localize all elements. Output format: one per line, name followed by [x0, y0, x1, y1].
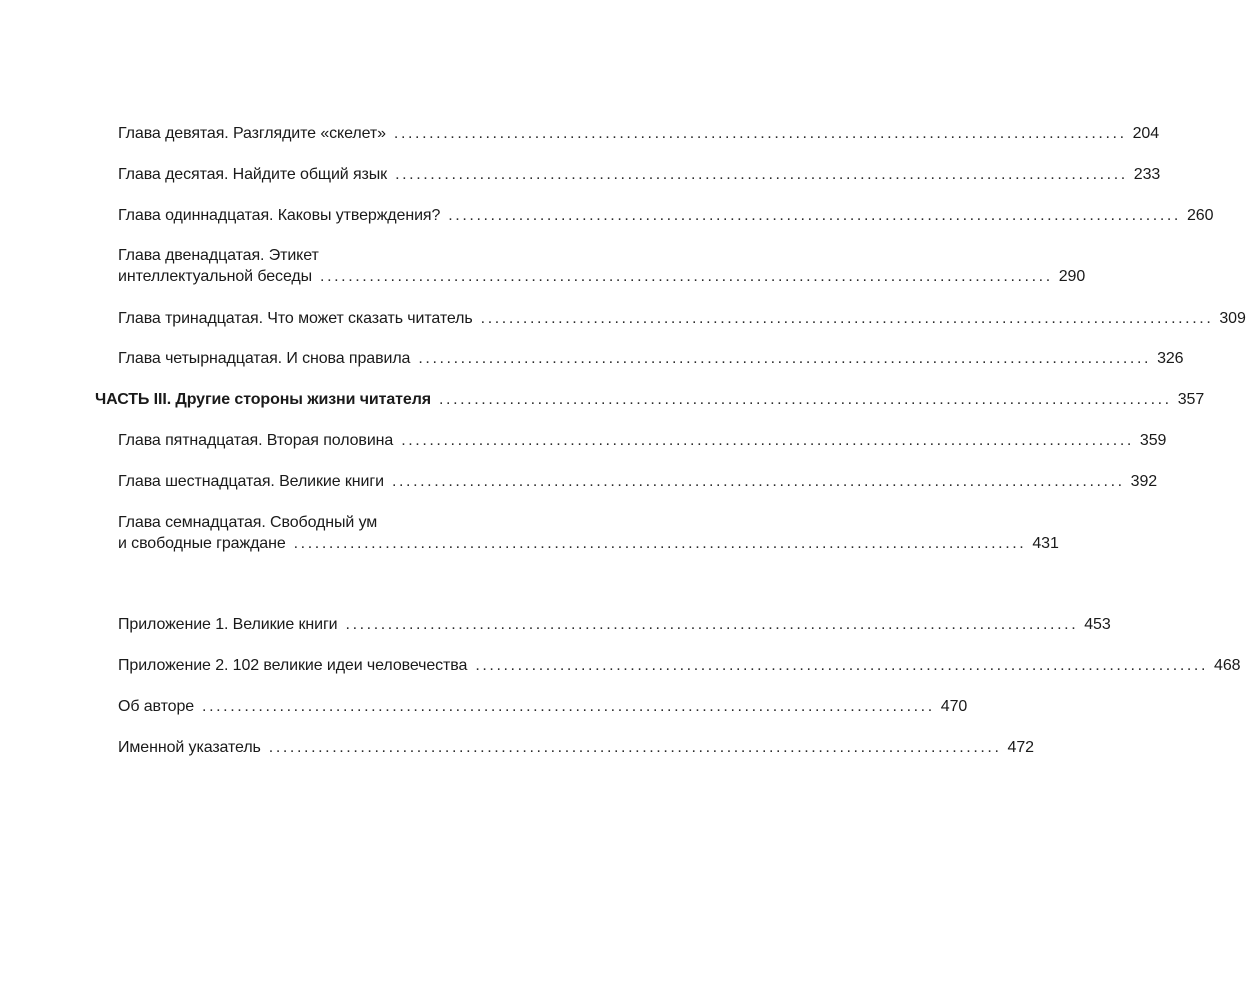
toc-entry-chapter-13: [118, 308, 1246, 329]
toc-entry-title: Глава тринадцатая. Что может сказать читатель: [118, 310, 473, 327]
toc-page-number: 233: [1133, 166, 1161, 183]
dot-leader: ........................................................................................................: [202, 698, 935, 715]
toc-entry-line: [118, 430, 1167, 451]
dot-leader: ........................................................................................................: [401, 432, 1134, 449]
toc-entry-title-first-line: Глава двенадцатая. Этикет: [118, 247, 319, 264]
toc-entry-line: [118, 164, 1161, 185]
toc-entry-title-continued: интеллектуальной беседы: [118, 268, 313, 285]
toc-entry-title-first-line: Глава семнадцатая. Свободный ум: [118, 514, 378, 531]
toc-entry-title: Глава девятая. Разглядите «скелет»: [118, 125, 386, 142]
toc-entry-chapter-12: [118, 245, 1086, 287]
toc-entry-line: [118, 737, 1034, 758]
toc-entry-about-author: [118, 696, 968, 717]
toc-page-number: 472: [1007, 739, 1034, 756]
toc-entry-line: [118, 205, 1214, 226]
dot-leader: ........................................................................................................: [293, 535, 1027, 552]
toc-entry-chapter-14: [118, 348, 1184, 369]
toc-entry-line: [118, 123, 1160, 144]
toc-entry-chapter-10: [118, 164, 1161, 185]
toc-entry-chapter-9: [118, 123, 1160, 144]
toc-entry-chapter-17: [118, 512, 1059, 554]
toc-page-number: 359: [1139, 432, 1167, 449]
dot-leader: ........................................................................................................: [418, 350, 1152, 367]
toc-entry-title: Именной указатель: [118, 739, 261, 756]
toc-entry-title: Приложение 1. Великие книги: [118, 616, 338, 633]
toc-page-number: 392: [1130, 473, 1158, 490]
toc-entry-title: Приложение 2. 102 великие идеи человечества: [118, 657, 468, 674]
toc-entry-line: [118, 348, 1184, 369]
toc-entry-title-continued: и свободные граждане: [118, 535, 286, 552]
toc-entry-chapter-15: [118, 430, 1167, 451]
toc-entry-part-3: [95, 389, 1205, 410]
toc-page-number: 260: [1186, 207, 1214, 224]
toc-page-number: 468: [1214, 657, 1241, 674]
dot-leader: ........................................................................................................: [480, 310, 1214, 327]
dot-leader: ........................................................................................................: [393, 125, 1127, 142]
toc-entry-appendix-1: [118, 614, 1111, 635]
dot-leader: ........................................................................................................: [439, 391, 1172, 408]
toc-entry-line: [118, 266, 1086, 287]
toc-entry-line: [118, 655, 1241, 676]
toc-entry-title: Об авторе: [118, 698, 195, 715]
dot-leader: ........................................................................................................: [268, 739, 1002, 756]
toc-entry-title: Глава четырнадцатая. И снова правила: [118, 350, 411, 367]
toc-entry-line: [118, 614, 1111, 635]
toc-entry-line: [118, 471, 1158, 492]
toc-entry-line: [118, 696, 968, 717]
toc-page-number: 290: [1058, 268, 1086, 285]
toc-entry-title: Глава десятая. Найдите общий язык: [118, 166, 388, 183]
toc-page-number: 431: [1032, 535, 1059, 552]
toc-entry-appendix-2: [118, 655, 1241, 676]
dot-leader: ........................................................................................................: [391, 473, 1125, 490]
toc-page-number: 357: [1177, 391, 1205, 408]
dot-leader: ........................................................................................................: [345, 616, 1079, 633]
toc-entry-title: Глава шестнадцатая. Великие книги: [118, 473, 384, 490]
toc-entry-title: Глава одиннадцатая. Каковы утверждения?: [118, 207, 441, 224]
toc-entry-title: Глава пятнадцатая. Вторая половина: [118, 432, 394, 449]
dot-leader: ........................................................................................................: [448, 207, 1181, 224]
toc-part-title: ЧАСТЬ III. Другие стороны жизни читателя: [95, 391, 431, 408]
toc-page-number: 470: [940, 698, 968, 715]
toc-entry-chapter-16: [118, 471, 1158, 492]
toc-page-number: 453: [1084, 616, 1111, 633]
toc-entry-line: [118, 308, 1246, 329]
toc-entry-name-index: [118, 737, 1034, 758]
dot-leader: ........................................................................................................: [395, 166, 1128, 183]
toc-entry-line: [95, 389, 1205, 410]
toc-page-number: 204: [1132, 125, 1160, 142]
toc-page-number: 326: [1157, 350, 1184, 367]
toc-page-number: 309: [1219, 310, 1246, 327]
toc-entry-line: [118, 533, 1059, 554]
toc-entry-chapter-11: [118, 205, 1214, 226]
dot-leader: ........................................................................................................: [320, 268, 1053, 285]
dot-leader: ........................................................................................................: [475, 657, 1209, 674]
